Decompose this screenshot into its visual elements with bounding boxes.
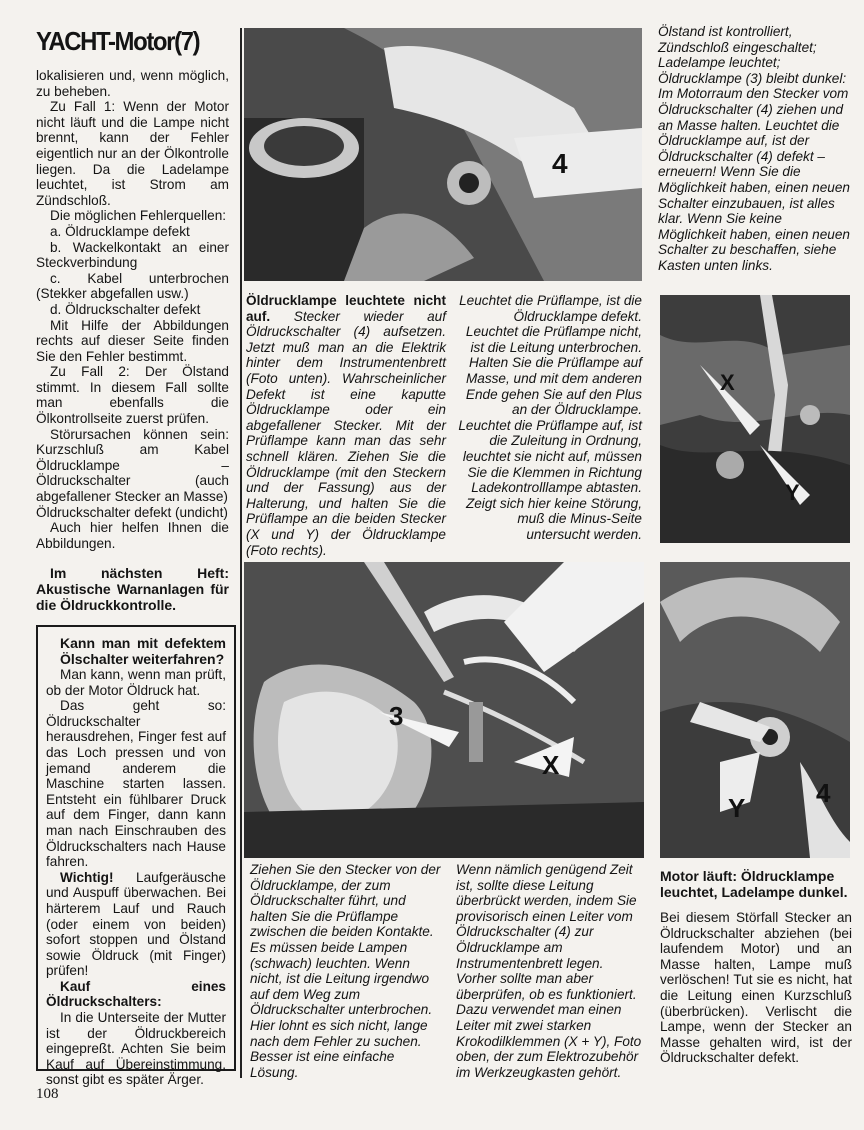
photo-clip-leads	[660, 562, 850, 858]
paragraph: Zu Fall 2: Der Ölstand stimmt. In diesem Fall sollte man ebenfalls die Ölkontrollseite zuerst prüfen.	[36, 364, 229, 427]
photo-label-x: X	[720, 370, 735, 395]
emphasis: Wichtig!	[60, 869, 114, 885]
caption-lead: Öldrucklampe leuchtete nicht auf.	[246, 293, 446, 324]
paragraph: Laufgeräusche und Auspuff überwachen. Bei härterem Lauf und Rauch (oder einem von beiden) sofort stoppen und Ölstand sowie Öldruck (mit Finger) prüfen!	[46, 869, 226, 979]
photo-label-4: 4	[552, 148, 568, 179]
caption-test-lamp	[458, 293, 642, 543]
motor-running-section	[660, 868, 852, 1066]
paragraph: lokalisieren und, wenn möglich, zu beheben.	[36, 68, 229, 99]
paragraph: Die möglichen Fehlerquellen:	[50, 208, 227, 224]
photo-label-4: 4	[816, 778, 831, 808]
section-heading: Motor läuft: Öldrucklampe leuchtet, Ladelampe dunkel.	[660, 868, 848, 900]
box-heading: Kann man mit defektem Ölschalter weiterfahren?	[60, 635, 226, 667]
photo-label-y: Y	[785, 480, 800, 505]
caption-pull-plug	[250, 862, 446, 1080]
left-column-text	[36, 68, 229, 613]
section-text: Bei diesem Störfall Stecker an Öldruckschalter abziehen (bei laufendem Motor) und an Masse halten, Lampe muß verlöschen! Tut sie es nicht, hat die Leitung einen Kurzschluß (überbrücken). Verlischt die Lampe, wenn der Stecker an Masse gehalten wird, ist der Öldruckschalter defekt.	[660, 910, 852, 1066]
list-item: b. Wackelkontakt an einer Steckverbindung	[36, 239, 229, 271]
list-item: c. Kabel unterbrochen (Stekker abgefallen usw.)	[36, 270, 229, 302]
paragraph: Öldruckschalter defekt (undicht)	[36, 504, 228, 520]
info-box	[36, 625, 236, 1088]
caption-text: Stecker wieder auf Öldruckschalter (4) aufsetzen. Jetzt muß man an die Elektrik hinter dem Instrumentenbrett (Foto unten). Wahrscheinlicher Defekt ist eine kaputte Öldrucklampe oder ein abgefallener Stecker. Mit der Prüflampe kann man das sehr schnell klären. Ziehen Sie die Öldrucklampe (mit den Steckern und der Fassung) aus der Halterung, und halten Sie die Prüflampe an die beiden Stecker (X und Y) der Öldrucklampe (Foto rechts).	[246, 308, 446, 558]
paragraph: Man kann, wenn man prüft, ob der Motor Öldruck hat.	[46, 667, 226, 698]
caption-text: Wenn nämlich genügend Zeit ist, sollte diese Leitung überbrückt werden, indem Sie provisorisch einen Leiter vom Öldruckschalter (4) zur Öldrucklampe am Instrumentenbrett legen. Vorher sollte man aber überprüfen, ob es funktioniert. Dazu verwendet man einen Leiter mit zwei starken Krokodilklemmen (X + Y), Foto oben, der zum Elektrozubehör im Werkzeugkasten gehört.	[456, 862, 642, 1080]
caption-text: Ölstand ist kontrolliert, Zündschloß eingeschaltet; Ladelampe leuchtet; Öldrucklampe (3) bleibt dunkel: Im Motorraum den Stecker vom Öldruckschalter (4) ziehen und an Masse halten. Leuchtet die Öldrucklampe auf, ist der Öldruckschalter (4) defekt – erneuern! Wenn Sie die Möglichkeit haben, einen neuen Schalter einzubauen, ist alles klar. Wenn Sie keine Möglichkeit haben, einen neuen Schalter zu beschaffen, siehe Kasten unten links.	[658, 24, 850, 273]
list-item: a. Öldrucklampe defekt	[50, 223, 190, 239]
paragraph: In die Unterseite der Mutter ist der Öldruckbereich eingepreßt. Achten Sie beim Kauf auf Übereinstimmung, sonst gibt es später Ärger.	[46, 1010, 226, 1088]
photo-label-x: X	[542, 750, 560, 780]
photo-label-3: 3	[389, 701, 404, 731]
caption-text: Ziehen Sie den Stecker von der Öldrucklampe, der zum Öldruckschalter führt, und halten Sie die Prüflampe zwischen die beiden Kontakte. Es müssen beide Lampen (schwach) leuchten. Wenn nicht, ist die Leitung irgendwo auf dem Weg zum Öldruckschalter unterbrochen. Hier lohnt es sich nicht, lange nach dem Fehler zu suchen. Besser ist eine einfache Lösung.	[250, 862, 441, 1080]
list-item: d. Öldruckschalter defekt	[50, 301, 201, 317]
caption-oil-level	[658, 24, 852, 274]
page-title: YACHT-Motor(7)	[36, 26, 200, 56]
photo-label-y: Y	[728, 793, 746, 823]
caption-bridge-wire	[456, 862, 644, 1080]
paragraph: Zu Fall 1: Wenn der Motor nicht läuft und die Lampe nicht brennt, kann der Fehler eigentlich nur an der Ölkontrolle liegen. Da die Ladelampe leuchtet, ist Strom am Zündschloß.	[36, 99, 229, 208]
photo-oil-lamp-contacts	[660, 295, 850, 543]
paragraph: Auch hier helfen Ihnen die Abbildungen.	[36, 520, 229, 551]
caption-text: Leuchtet die Prüflampe, ist die Öldrucklampe defekt. Leuchtet die Prüflampe nicht, ist die Leitung unterbrochen. Halten Sie die Prüflampe auf Masse, und mit dem anderen Ende gehen Sie auf den Plus an der Öldrucklampe. Leuchtet die Prüflampe auf, ist die Zuleitung in Ordnung, leuchtet sie nicht auf, müssen Sie die Klemmen in Richtung Ladekontrolllampe abtasten. Zeigt sich hier keine Störung, muß die Minus-Seite untersucht werden.	[458, 293, 642, 542]
page-number: 108	[36, 1086, 59, 1102]
column-divider	[240, 28, 242, 1078]
paragraph: Störursachen können sein: Kurzschluß am Kabel Öldrucklampe – Öldruckschalter (auch abgefallener Stecker an Masse)	[36, 426, 229, 505]
photo-oil-switch	[244, 28, 642, 281]
subheading: Kauf eines Öldruckschalters:	[46, 978, 226, 1010]
paragraph: Das geht so: Öldruckschalter herausdrehen, Finger fest auf das Loch pressen und von jemand anderem die Maschine starten lassen. Entsteht ein fühlbarer Druck auf dem Finger, dann kann man nach Einschrauben des Öldruckschalters nach Hause fahren.	[46, 698, 226, 870]
caption-lamp-check	[246, 293, 446, 558]
paragraph: Mit Hilfe der Abbildungen rechts auf dieser Seite finden Sie den Fehler bestimmt.	[36, 317, 229, 364]
next-issue-note: Im nächsten Heft: Akustische Warnanlagen für die Öldruckkontrolle.	[36, 565, 229, 614]
photo-dashboard-electrics	[244, 562, 644, 858]
